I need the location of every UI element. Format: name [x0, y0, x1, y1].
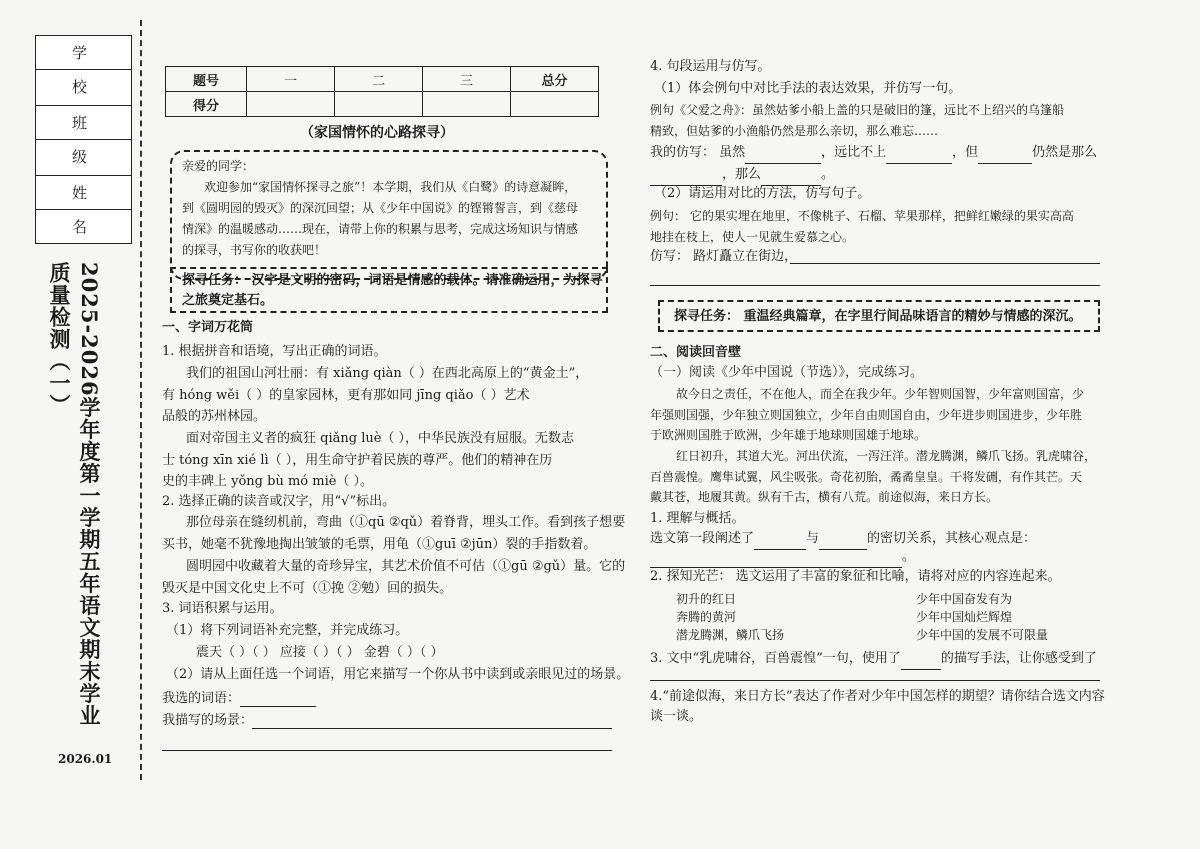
- passage-line: 于欧洲则国胜于欧洲，少年雄于地球则国雄于地球。: [650, 428, 927, 442]
- q1-line: 我们的祖国山河壮丽：有 xiǎng qiàn（ ）在西北高原上的“黄金土”，: [186, 366, 589, 381]
- scene-label: 我描写的场景：: [162, 713, 254, 728]
- match-left-item[interactable]: 初升的红日: [676, 592, 737, 606]
- reading-q1-line-2: [650, 546, 915, 568]
- blank[interactable]: [886, 163, 952, 164]
- intro-line: 亲爱的同学：: [182, 159, 255, 173]
- question-2: 2. 选择正确的读音或汉字，用“√”标出。: [162, 494, 396, 509]
- example-1-line: 例句《父爱之舟》：虽然姑爹小船上盖的只是破旧的篷，远比不上绍兴的乌篷船: [650, 103, 1065, 117]
- task-box-1: [170, 267, 608, 313]
- score-table-score-row: [166, 92, 599, 117]
- question-1: 1. 根据拼音和语境，写出正确的词语。: [162, 344, 387, 359]
- intro-letter-box: [170, 150, 608, 280]
- imitation-part: ，那么: [722, 167, 762, 182]
- q1-line: 面对帝国主义者的疯狂 qiǎng luè（ ），中华民族没有屈服。无数志: [186, 431, 575, 446]
- exam-date: 2026.01: [58, 752, 113, 766]
- q2-line: 圆明园中收藏着大量的奇珍异宝，其艺术价值不可估（①gū ②gǔ）量。它的: [186, 559, 626, 574]
- imitation-part: ，远比不上: [821, 145, 887, 160]
- q3-answer-line[interactable]: [650, 680, 1100, 681]
- reading-q4-line-2: 谈一谈。: [650, 709, 703, 724]
- question-3: 3. 词语积累与运用。: [162, 601, 283, 616]
- blank[interactable]: [978, 163, 1032, 164]
- word-fill-row[interactable]: 震天（ ）（ ） 应接（ ）（ ） 金碧（ ）（ ）: [196, 645, 444, 660]
- intro-line: 欢迎参加“家国情怀探寻之旅”！本学期，我们从《白鹭》的诗意凝眸，: [204, 180, 577, 194]
- scene-field[interactable]: [252, 728, 612, 729]
- scene-field-line-2[interactable]: [162, 750, 612, 751]
- q-part: 的描写手法，让你感受到了: [940, 651, 1097, 666]
- name-label: 姓 名: [36, 176, 131, 210]
- score-cell: 题号: [166, 67, 247, 92]
- question-4-2: （2）请运用对比的方法，仿写句子。: [654, 186, 871, 201]
- score-input-cell[interactable]: [335, 92, 423, 117]
- q2-line: 毁灭是中国文化史上不可（①挽 ②勉）回的损失。: [162, 581, 453, 596]
- task-line: 探寻任务： 汉字是文明的密码，词语是情感的载体。请准确运用，为探寻: [182, 273, 603, 288]
- exam-title-vertical: [47, 262, 104, 742]
- school-label: 学 校: [36, 36, 131, 70]
- imitation-part: 。: [821, 167, 835, 182]
- passage-line: 红日初升，其道大光。河出伏流，一泻汪洋。潜龙腾渊，鳞爪飞扬。乳虎啸谷，: [676, 449, 1097, 463]
- section-title: （家国情怀的心路探寻）: [300, 125, 454, 141]
- section-heading-1: 一、字词万花筒: [162, 320, 254, 335]
- example-2-line: 地挂在枝上，使人一见就生爱慕之心。: [650, 230, 855, 244]
- task-line: 之旅奠定基石。: [182, 293, 274, 308]
- score-cell: 总分: [511, 67, 599, 92]
- reading-q2: 2. 探知光芒： 选文运用了丰富的象征和比喻，请将对应的内容连起来。: [650, 569, 1061, 584]
- match-left-item[interactable]: 奔腾的黄河: [676, 610, 737, 624]
- exam-year: 2025-2026: [77, 262, 102, 397]
- intro-line: 到《圆明园的毁灭》的深沉回望；从《少年中国说》的铿锵誓言，到《慈母: [182, 201, 579, 215]
- question-4-1: （1）体会例句中对比手法的表达效果，并仿写一句。: [654, 81, 962, 96]
- my-imitation: [650, 142, 1097, 164]
- q1-line: 士 tóng xīn xié lì（ ），用生命守护着民族的尊严。他们的精神在历: [162, 453, 553, 468]
- q1-line: 史的丰碑上 yǒng bù mó miè（ ）。: [162, 474, 374, 489]
- passage-line: 戴其苍，地履其黄。纵有千古，横有八荒。前途似海，来日方长。: [650, 490, 999, 504]
- exam-title-text: 学年度第一学期五年语文期末学业质量检测（一）: [47, 262, 102, 727]
- imitate-field[interactable]: [790, 263, 1100, 264]
- example-2-line: 例句： 它的果实埋在地里，不像桃子、石榴、苹果那样，把鲜红嫩绿的果实高高: [650, 209, 1074, 223]
- q2-line: 那位母亲在缝纫机前，弯曲（①qū ②qǔ）着脊背，埋头工作。看到孩子想要: [186, 515, 626, 530]
- example-1-line: 精致，但姑爹的小渔船仍然是那么亲切，那么难忘……: [650, 124, 939, 138]
- student-info-box: [35, 35, 132, 244]
- section-heading-2: 二、阅读回音壁: [650, 345, 742, 360]
- passage-line: 故今日之责任，不在他人，而全在我少年。少年智则国智，少年富则国富，少: [676, 387, 1085, 401]
- score-cell: 三: [423, 67, 511, 92]
- passage-line: 年强则国强，少年独立则国独立，少年自由则国自由，少年进步则国进步，少年胜: [650, 408, 1083, 422]
- q1-line: 有 hóng wěi（ ）的皇家园林，更有那如同 jīng qiǎo（ ）艺术: [162, 388, 530, 403]
- score-table: [165, 66, 599, 117]
- match-right-item[interactable]: 少年中国灿烂辉煌: [916, 610, 1013, 624]
- class-label: 班 级: [36, 106, 131, 140]
- reading-q3: [650, 648, 1097, 670]
- imitate-field-line-2[interactable]: [650, 285, 1100, 286]
- score-cell: 一: [247, 67, 335, 92]
- reading-1-prompt: （一）阅读《少年中国说（节选）》，完成练习。: [650, 365, 924, 380]
- score-cell: 得分: [166, 92, 247, 117]
- chosen-word-label: 我选的词语：: [162, 691, 241, 706]
- match-right-item[interactable]: 少年中国的发展不可限量: [916, 628, 1049, 642]
- match-right-item[interactable]: 少年中国奋发有为: [916, 592, 1013, 606]
- chosen-word-field[interactable]: [240, 706, 316, 707]
- q-part: 。: [902, 549, 916, 564]
- q1-line: 品般的苏州林园。: [162, 409, 267, 424]
- intro-line: 的探寻，书写你的收获吧！: [182, 243, 327, 257]
- passage-line: 百兽震惶。鹰隼试翼，风尘吸张。奇花初胎，矞矞皇皇。干将发硎，有作其芒。天: [650, 470, 1083, 484]
- q2-line: 买书，她毫不犹豫地掏出皱皱的毛票，用龟（①guī ②jūn）裂的手指数着。: [162, 537, 597, 552]
- question-3-2: （2）请从上面任选一个词语，用它来描写一个你从书中读到或亲眼见过的场景。: [166, 667, 630, 682]
- question-4: 4. 句段运用与仿写。: [650, 59, 771, 74]
- score-input-cell[interactable]: [511, 92, 599, 117]
- reading-q1: 1. 理解与概括。: [650, 511, 745, 526]
- imitation-part: ，但: [952, 145, 979, 160]
- reading-q4: 4.“前途似海，来日方长”表达了作者对少年中国怎样的期望？请你结合选文内容: [650, 689, 1105, 704]
- score-input-cell[interactable]: [247, 92, 335, 117]
- score-input-cell[interactable]: [423, 92, 511, 117]
- blank[interactable]: [901, 669, 941, 670]
- question-3-1: （1）将下列词语补充完整，并完成练习。: [166, 623, 409, 638]
- imitate-prompt: 仿写： 路灯矗立在街边，: [650, 249, 798, 264]
- intro-line: 情深》的温暖感动……现在，请带上你的积累与思考，完成这场知识与情感: [182, 222, 579, 236]
- imitation-part: 仍然是那么: [1032, 145, 1098, 160]
- q-part: 的密切关系，其核心观点是：: [867, 531, 1037, 546]
- q-part: 3. 文中“乳虎啸谷，百兽震惶”一句，使用了: [650, 651, 901, 666]
- q-part: 选文第一段阐述了: [650, 531, 755, 546]
- score-cell: 二: [335, 67, 423, 92]
- q-part: 与: [806, 531, 820, 546]
- imitation-part: 我的仿写： 虽然: [650, 145, 746, 160]
- score-table-header-row: [166, 67, 599, 92]
- match-left-item[interactable]: 潜龙腾渊，鳞爪飞扬: [676, 628, 785, 642]
- binding-cut-line: [140, 20, 142, 780]
- task-box-2: 探寻任务： 重温经典篇章，在字里行间品味语言的精妙与情感的深沉。: [658, 300, 1100, 332]
